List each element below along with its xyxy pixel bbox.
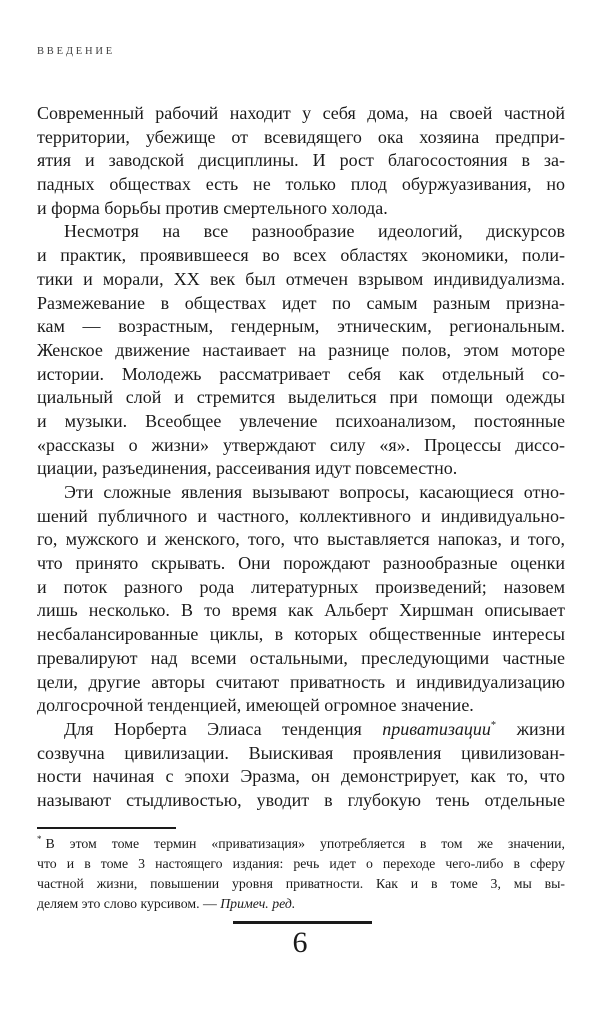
text-line: «рассказы о жизни» утверждают силу «я». Процессы диссо- [37,434,565,455]
text-line: падных обществах есть не только плод обуржуазивания, но [37,174,565,195]
text-line: и практик, проявившееся во всех областях экономики, поли- [37,245,565,266]
editor-note: Примеч. ред. [220,896,296,911]
text-line: лишь несколько. В то время как Альберт Хиршман описывает [37,600,565,621]
text-line: тики и морали, XX век был отмечен взрывом индивидуализма. [37,268,565,289]
footnote-line [37,834,565,854]
paragraph [37,481,565,718]
text-segment: жизни [516,718,565,739]
text-line: циации, разъединения, рассеивания идут повсеместно. [37,458,458,479]
text-line: цели, другие авторы считают приватность и индивидуализацию [37,671,565,692]
text-line: Современный рабочий находит у себя дома, на своей частной [37,103,565,123]
text-line: называют стыдливостью, уводит в глубокую тень отдельные [37,789,565,810]
text-line: Женское движение настаивает на разнице полов, этом моторе [37,339,565,360]
text-line: что принято скрывать. Они порождают разнообразные оценки [37,553,565,574]
text-line: ности начиная с эпохи Эразма, он демонстрирует, как то, что [37,766,565,787]
text-line: го, мужского и женского, того, что выставляется напоказ, и того, [37,529,565,550]
paragraph [37,220,565,481]
text-line: Эти сложные явления вызывают вопросы, касающиеся отно- [64,482,565,502]
running-head: ВВЕДЕНИЕ [37,46,115,57]
footnote-line [37,894,565,914]
text-line: Несмотря на все разнообразие идеологий, дискурсов [64,221,565,242]
text-line: несбалансированные циклы, в которых общественные интересы [37,624,565,645]
paragraph [37,102,565,220]
text-line [37,718,565,742]
text-segment: В этом томе термин «приватизация» употребляется в том же значении, [45,836,565,851]
paragraph [37,718,565,813]
footnote-line: что и в томе 3 настоящего издания: речь идет о переходе чего-либо в сферу [37,856,565,871]
text-line: и музыки. Всеобщее увлечение психоанализом, постоянные [37,410,565,431]
text-line: кам — возрастным, гендерным, этническим, региональным. [37,316,565,337]
text-segment: Для Норберта Элиаса тенденция [64,718,362,739]
text-segment: деляем это слово курсивом. — [37,896,217,911]
text-line: истории. Молодежь рассматривает себя как отдельный со- [37,363,565,384]
footnote [37,834,565,914]
text-line: территории, убежище от всевидящего ока хозяина предпри- [37,126,565,147]
text-line: превалируют над всеми остальными, преследующими частные [37,647,565,668]
footnote-line: частной жизни, повышении уровня приватности. Как и в томе 3, мы вы- [37,876,565,891]
text-line: ятия и заводской дисциплины. И рост благосостояния в за- [37,150,565,171]
text-line: шений публичного и частного, коллективного и индивидуально- [37,505,565,526]
text-line: и форма борьбы против смертельного холода. [37,197,388,218]
text-line: циальный слой и стремится выделиться при помощи одежды [37,387,565,408]
footnote-marker: * [37,834,42,845]
text-line: созвучна цивилизации. Выискивая проявления цивилизован- [37,742,565,763]
footnote-separator [37,827,176,829]
page-number-rule [233,921,372,924]
text-line: Размежевание в обществах идет по самым разным призна- [37,292,565,313]
italic-term: приватизации [382,718,491,739]
text-line: и поток разного рода литературных произведений; назовем [37,576,565,597]
footnote-reference: * [490,719,497,731]
text-line: долгосрочной тенденцией, имеющей огромное значение. [37,695,474,716]
page-number: 6 [292,926,308,959]
body-text [37,102,565,813]
